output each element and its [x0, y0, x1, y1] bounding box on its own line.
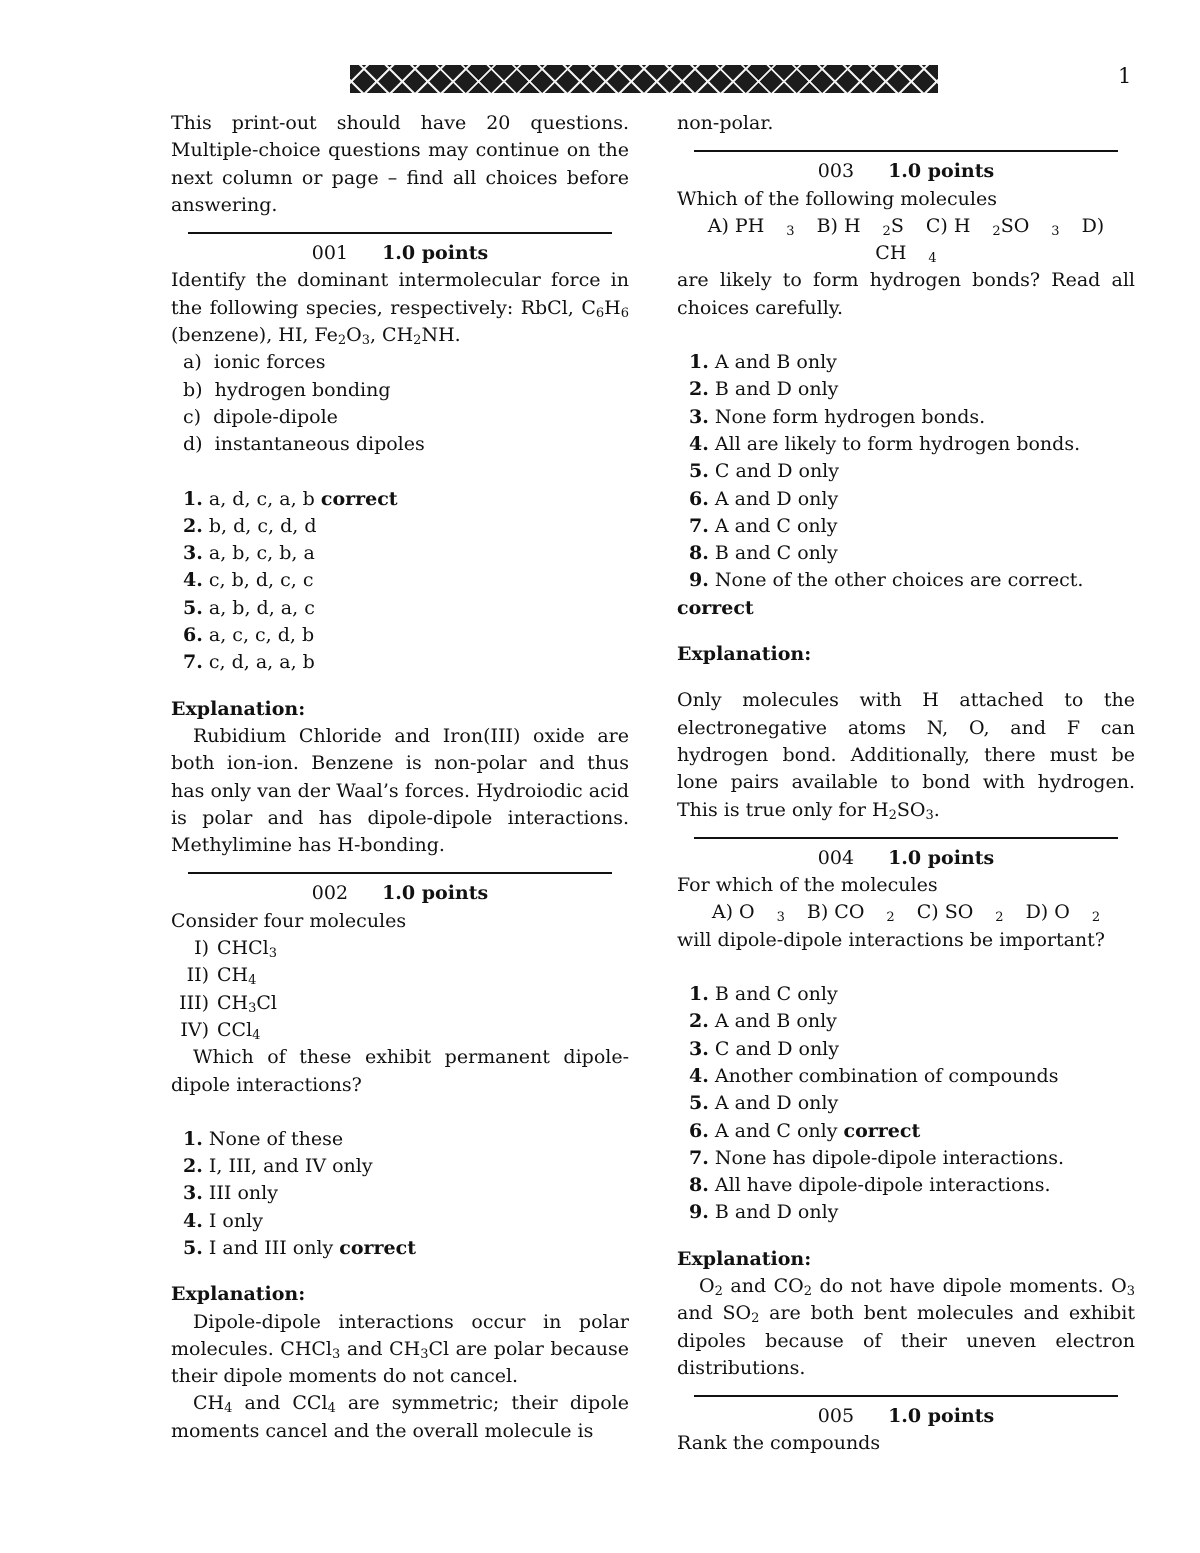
- answer-option: 7. None has dipole-dipole interactions.: [689, 1146, 1065, 1169]
- explanation-text-004: $O_2$ and $CO_2$ do not have dipole moments. $O_3$ and $SO_2$ are both bent molecules and exhibit dipoles because of their uneven electron distributions.: [677, 1274, 1136, 1379]
- question-header-001: [171, 240, 629, 267]
- answer-option: 3. None form hydrogen bonds.: [689, 405, 986, 428]
- page-number: 1: [1118, 64, 1132, 88]
- answer-option: 8. All have dipole-dipole interactions.: [689, 1174, 1051, 1197]
- answer-option: 7. A and C only: [689, 514, 838, 537]
- answer-option: 9. B and D only: [689, 1201, 839, 1224]
- correct-mark: correct: [843, 1119, 921, 1142]
- answer-options-003: [677, 349, 1135, 595]
- left-column: [171, 110, 629, 1445]
- answer-option: 4. Another combination of compounds: [689, 1064, 1059, 1087]
- list-item: c) dipole-dipole: [183, 405, 338, 428]
- question-divider: [188, 232, 612, 234]
- answer-option: 1. A and B only: [689, 351, 837, 374]
- answer-option: 3. a, b, c, b, a: [183, 542, 315, 565]
- answer-option: 8. B and C only: [689, 542, 838, 565]
- question-number: 005: [817, 1405, 855, 1428]
- question-stem-002: Consider four molecules: [171, 909, 407, 932]
- question-number: 002: [311, 882, 349, 905]
- answer-option: 5. a, b, d, a, c: [183, 596, 315, 619]
- question-divider: [694, 1395, 1118, 1397]
- question-points: 1.0 points: [888, 160, 995, 183]
- answer-option: 4. All are likely to form hydrogen bonds.: [689, 432, 1081, 455]
- answer-option: 4. I only: [183, 1209, 263, 1232]
- list-item: b) hydrogen bonding: [183, 378, 391, 401]
- question-divider: [694, 150, 1118, 152]
- answer-options-004: [677, 981, 1135, 1227]
- explanation-text-002a: Dipole-dipole interactions occur in polar molecules. CHCl$_3$ and $CH_3Cl$ are polar because their dipole moments do not cancel.: [171, 1310, 629, 1388]
- question-stem-004: For which of the molecules: [677, 874, 938, 897]
- molecule-list: [171, 935, 629, 1044]
- question-number: 004: [817, 846, 855, 869]
- question-stem-005: Rank the compounds: [677, 1432, 881, 1455]
- answer-option: 1. a, d, c, a, b correct: [183, 487, 398, 510]
- answer-option: 6. a, c, c, d, b: [183, 624, 315, 647]
- answer-option: 1. None of these: [183, 1127, 344, 1150]
- answer-option: 2. B and D only: [689, 378, 839, 401]
- question-points: 1.0 points: [888, 846, 995, 869]
- header-pattern-band: [350, 65, 938, 93]
- question-number: 003: [817, 160, 855, 183]
- question-number: 001: [311, 242, 349, 265]
- question-stem-003: Which of the following molecules: [677, 187, 997, 210]
- answer-option: 6. A and C only correct: [689, 1119, 921, 1142]
- correct-mark: correct: [320, 487, 398, 510]
- answer-option: 6. A and D only: [689, 487, 839, 510]
- answer-option: 1. B and C only: [689, 983, 838, 1006]
- question-divider: [694, 837, 1118, 839]
- answer-option: 3. C and D only: [689, 1037, 839, 1060]
- question-stem-003b: are likely to form hydrogen bonds? Read all choices carefully.: [677, 269, 1135, 319]
- question-points: 1.0 points: [382, 242, 489, 265]
- question-divider: [188, 872, 612, 874]
- explanation-text-002-continued: non-polar.: [677, 112, 774, 134]
- question-header-005: [677, 1403, 1135, 1430]
- list-item: IV) CCl$_4$: [180, 1018, 261, 1043]
- explanation-title: Explanation:: [677, 1247, 812, 1270]
- question-stem-004b: will dipole-dipole interactions be important?: [677, 928, 1105, 951]
- correct-mark: correct: [677, 596, 754, 619]
- explanation-text-001: Rubidium Chloride and Iron(III) oxide are both ion-ion. Benzene is non-polar and thus has only van der Waal’s forces. Hydroiodic acid is polar and has dipole-dipole interactions. Methylimine has H-bonding.: [171, 724, 629, 857]
- answer-option: 2. A and B only: [689, 1010, 837, 1033]
- correct-mark: correct: [339, 1236, 416, 1259]
- list-item: II) $CH_4$: [186, 964, 257, 989]
- explanation-title: Explanation:: [677, 643, 812, 666]
- list-item: d) instantaneous dipoles: [183, 433, 425, 456]
- answer-option: 9. None of the other choices are correct.: [689, 569, 1084, 592]
- question-header-003: [677, 158, 1135, 185]
- question-points: 1.0 points: [382, 882, 489, 905]
- list-item: III) $CH_3Cl$: [179, 991, 278, 1016]
- answer-option: 5. C and D only: [689, 460, 839, 483]
- list-item: I) CHCl$_3$: [194, 937, 278, 962]
- list-item: a) ionic forces: [183, 351, 326, 374]
- answer-option: 5. I and III only correct: [183, 1236, 416, 1259]
- explanation-text-003: Only molecules with H attached to the electronegative atoms N, O, and F can hydrogen bond. Additionally, there must be lone pairs available to bond with hydrogen. This is true only for $H_2SO_3$.: [677, 689, 1135, 823]
- molecule-choices-004: A) O $_3$ B) CO $_2$ C) SO $_2$ D) O $_2$: [711, 901, 1101, 926]
- answer-option: 4. c, b, d, c, c: [183, 569, 314, 592]
- explanation-title: Explanation:: [171, 1283, 306, 1306]
- question-points: 1.0 points: [888, 1405, 995, 1428]
- answer-option: 2. I, III, and IV only: [183, 1155, 373, 1178]
- question-header-004: [677, 845, 1135, 872]
- answer-option: 2. b, d, c, d, d: [183, 514, 317, 537]
- molecule-choices-003: A) PH $_3$ B) H $_2$S C) H $_2$SO $_3$ D) CH $_4$: [707, 214, 1105, 267]
- answer-option: 3. III only: [183, 1182, 278, 1205]
- answer-option: 5. A and D only: [689, 1092, 839, 1115]
- explanation-text-002b: $CH_4$ and CCl$_4$ are symmetric; their dipole moments cancel and the overall molecule is: [171, 1392, 629, 1442]
- intro-text: This print-out should have 20 questions. Multiple-choice questions may continue on the next column or page – find all choices before answering.: [171, 112, 629, 216]
- answer-options-001: [171, 486, 629, 677]
- question-text-002: Which of these exhibit permanent dipole-dipole interactions?: [171, 1046, 629, 1096]
- right-column: [677, 110, 1135, 1458]
- answer-option: 7. c, d, a, a, b: [183, 651, 315, 674]
- force-type-list: [171, 349, 629, 458]
- answer-options-002: [171, 1126, 629, 1262]
- question-header-002: [171, 880, 629, 907]
- explanation-title: Explanation:: [171, 697, 306, 720]
- question-stem-001: Identify the dominant intermolecular force in the following species, respectively: RbCl, $C_6H_6$ (benzene), HI, $Fe_2O_3$, $CH_2NH$.: [171, 269, 629, 349]
